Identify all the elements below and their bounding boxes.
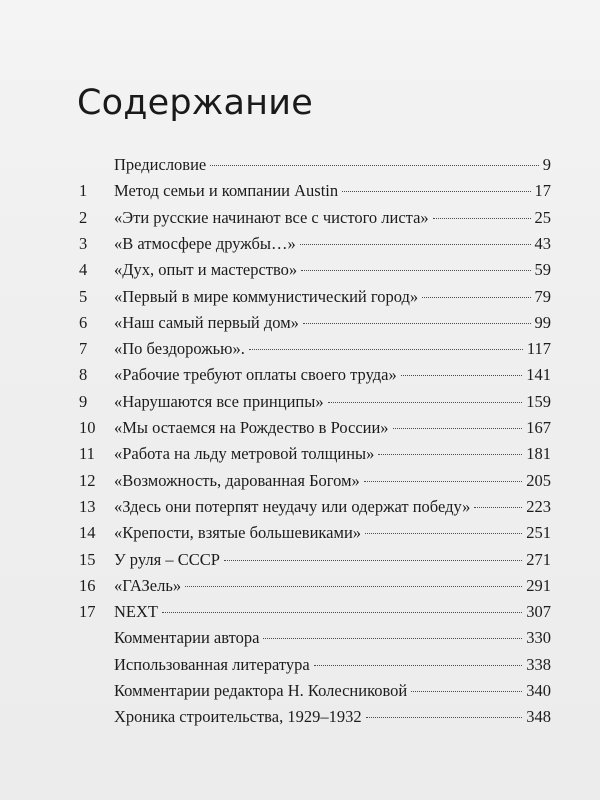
page-number: 291 — [526, 575, 551, 595]
toc-entry — [0, 178, 600, 204]
dot-leader — [422, 296, 530, 298]
page-number: 99 — [534, 312, 551, 332]
page-title: Содержание — [77, 83, 313, 123]
chapter-title: «Первый в мире коммунистический город» — [114, 286, 419, 306]
page-number: 251 — [526, 523, 551, 543]
toc-entry — [0, 152, 600, 178]
page-number: 271 — [526, 549, 551, 569]
toc-entry — [0, 362, 600, 388]
dot-leader — [411, 690, 522, 692]
toc-entry — [0, 310, 600, 336]
dot-leader — [224, 559, 522, 561]
chapter-title: «Работа на льду метровой толщины» — [114, 444, 375, 464]
page-number: 117 — [526, 339, 551, 359]
page-number: 223 — [526, 496, 551, 516]
toc-entry — [0, 284, 600, 310]
chapter-number: 13 — [79, 496, 96, 516]
toc-entry-line — [114, 205, 551, 231]
chapter-number: 3 — [79, 233, 88, 253]
chapter-number: 14 — [79, 523, 96, 543]
dot-leader — [210, 164, 539, 166]
chapter-title: «В атмосфере дружбы…» — [114, 233, 296, 253]
toc-entry-line — [114, 415, 551, 441]
dot-leader — [378, 453, 522, 455]
chapter-title: «Мы остаемся на Рождество в России» — [114, 418, 389, 437]
chapter-title: NEXT — [114, 602, 158, 622]
chapter-title: Комментарии автора — [114, 628, 260, 648]
toc-entry-line — [114, 336, 551, 362]
dot-leader — [393, 427, 523, 429]
page-number: 59 — [534, 260, 551, 280]
page-number: 181 — [526, 444, 551, 464]
toc-entry — [0, 678, 600, 704]
toc-entry-line — [114, 284, 551, 310]
chapter-title: «По бездорожью». — [114, 339, 245, 359]
toc-entry-line — [114, 310, 551, 336]
dot-leader — [314, 664, 523, 666]
toc-entry — [0, 625, 600, 651]
chapter-number: 17 — [79, 602, 96, 622]
page-number: 330 — [526, 628, 551, 648]
dot-leader — [300, 243, 531, 245]
toc-entry-line — [114, 468, 551, 494]
dot-leader — [301, 269, 530, 271]
chapter-title: «Эти русские начинают все с чистого листа» — [114, 207, 429, 227]
page-number: 159 — [526, 391, 551, 411]
toc-entry — [0, 441, 600, 467]
chapter-number: 6 — [79, 312, 88, 332]
toc-entry-line — [114, 178, 551, 204]
chapter-title: «Наш самый первый дом» — [114, 312, 299, 332]
toc-entry-line — [114, 231, 551, 257]
dot-leader — [263, 637, 522, 639]
toc-entry — [0, 599, 600, 625]
chapter-number: 9 — [79, 391, 88, 411]
toc-entry-line — [114, 520, 551, 546]
chapter-title: Использованная литература — [114, 654, 310, 674]
toc-entry-line — [114, 652, 551, 678]
chapter-title: «Рабочие требуют оплаты своего труда» — [114, 365, 397, 385]
chapter-title: Комментарии редактора Н. Колесниковой — [114, 681, 408, 700]
toc-entry-line — [114, 704, 551, 730]
toc-entry — [0, 652, 600, 678]
chapter-number: 11 — [79, 444, 95, 464]
toc-entry — [0, 231, 600, 257]
chapter-title: «ГАЗель» — [114, 575, 182, 595]
toc-entry-line — [114, 362, 551, 388]
chapter-title: «Крепости, взятые большевиками» — [114, 523, 362, 543]
dot-leader — [249, 348, 523, 350]
toc-entry-line — [114, 678, 551, 704]
toc-entry-line — [114, 152, 551, 178]
toc-entry — [0, 468, 600, 494]
chapter-title: Метод семьи и компании Austin — [114, 181, 339, 201]
page-number: 348 — [526, 707, 551, 727]
dot-leader — [303, 322, 531, 324]
page-number: 167 — [526, 418, 551, 437]
page-number: 79 — [534, 286, 551, 306]
toc-entry — [0, 573, 600, 599]
dot-leader — [162, 611, 522, 613]
chapter-number: 5 — [79, 286, 88, 306]
chapter-number: 16 — [79, 575, 96, 595]
dot-leader — [366, 716, 523, 718]
page-number: 141 — [526, 365, 551, 385]
chapter-number: 2 — [79, 207, 88, 227]
chapter-number: 8 — [79, 365, 88, 385]
page-number: 25 — [534, 207, 551, 227]
toc-entry-line — [114, 573, 551, 599]
chapter-number: 1 — [79, 181, 88, 201]
toc-entry-line — [114, 494, 551, 520]
dot-leader — [401, 374, 522, 376]
dot-leader — [474, 506, 522, 508]
page-number: 17 — [534, 181, 551, 201]
toc-entry — [0, 520, 600, 546]
toc-entry — [0, 336, 600, 362]
toc-entry — [0, 547, 600, 573]
page-number: 9 — [542, 155, 551, 174]
toc-entry — [0, 389, 600, 415]
toc-entry-line — [114, 625, 551, 651]
chapter-title: Хроника строительства, 1929–1932 — [114, 707, 362, 727]
toc-entry — [0, 494, 600, 520]
chapter-number: 15 — [79, 549, 96, 569]
chapter-title: «Здесь они потерпят неудачу или одержат победу» — [114, 496, 471, 516]
page-number: 338 — [526, 654, 551, 674]
toc-entry-line — [114, 547, 551, 573]
page-number: 340 — [526, 681, 551, 700]
page-number: 307 — [526, 602, 551, 622]
chapter-title: Предисловие — [114, 155, 207, 174]
chapter-number: 4 — [79, 260, 88, 280]
dot-leader — [185, 585, 522, 587]
toc-entry-line — [114, 441, 551, 467]
dot-leader — [342, 190, 530, 192]
toc-entry-line — [114, 257, 551, 283]
chapter-title: «Возможность, дарованная Богом» — [114, 470, 360, 490]
toc-entry — [0, 704, 600, 730]
toc-entry-line — [114, 389, 551, 415]
chapter-title: У руля – СССР — [114, 549, 220, 569]
dot-leader — [433, 217, 531, 219]
chapter-number: 12 — [79, 470, 96, 490]
dot-leader — [365, 532, 522, 534]
dot-leader — [328, 401, 523, 403]
page-number: 43 — [534, 233, 551, 253]
toc-entry — [0, 205, 600, 231]
toc-entry-line — [114, 599, 551, 625]
chapter-title: «Дух, опыт и мастерство» — [114, 260, 298, 280]
chapter-number: 10 — [79, 418, 96, 437]
toc-entry — [0, 257, 600, 283]
chapter-title: «Нарушаются все принципы» — [114, 391, 324, 411]
chapter-number: 7 — [79, 339, 88, 359]
page-number: 205 — [526, 470, 551, 490]
toc-entry — [0, 415, 600, 441]
dot-leader — [364, 480, 522, 482]
